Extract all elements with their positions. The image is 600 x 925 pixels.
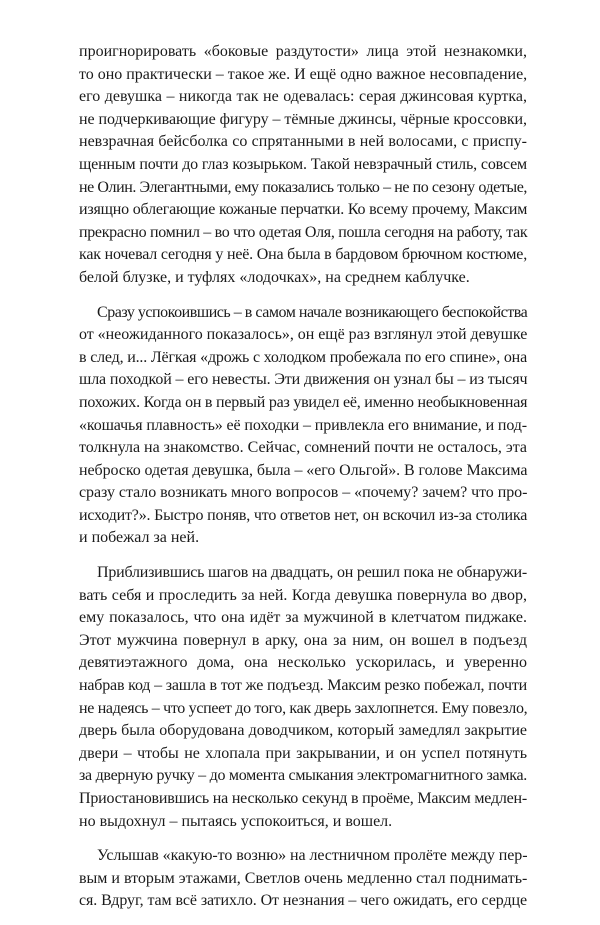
page-text (79, 41, 527, 925)
text-line: не надеясь – что успеет до того, как дверь захлопнется. Ему повезло, (79, 699, 528, 717)
text-line: Приблизившись шагов на двадцать, он решил пока не обнаружи- (97, 564, 527, 582)
text-line: ему показалось, что она идёт за мужчиной в клетчатом пиджаке. (79, 609, 527, 627)
text-line: сразу стало возникать много вопросов – «почему? зачем? что про- (79, 484, 528, 502)
text-line: прекрасно помнил – во что одетая Оля, пошла сегодня на работу, так (79, 223, 528, 241)
text-line: девятиэтажного дома, она несколько ускорилась, и уверенно (79, 654, 527, 672)
text-line: толкнула на знакомство. Сейчас, сомнений почти не осталось, эта (79, 439, 527, 457)
text-line: но выдохнул – пытаясь успокоиться, и вошел. (79, 812, 393, 830)
text-line: «кошачья плавность» её походки – привлекла его внимание, и под- (79, 416, 527, 434)
text-line: то оно практически – такое же. И ещё одно важное несовпадение, (79, 65, 528, 83)
text-line: проигнорировать «боковые раздутости» лица этой незнакомки, (79, 43, 527, 60)
text-line: похожих. Когда он в первый раз увидел её, именно необыкновенная (79, 393, 528, 411)
text-line: набрав код – зашла в тот же подъезд. Максим резко побежал, почти (79, 677, 527, 695)
paragraph-3 (79, 562, 527, 833)
text-line: Услышав «какую-то возню» на лестничном пролёте между пер- (97, 847, 528, 865)
text-line: шла походкой – его невесты. Эти движения он узнал бы – из тысяч (79, 371, 528, 389)
paragraph-4 (79, 845, 527, 913)
text-line: Сразу успокоившись – в самом начале возникающего беспокойства (97, 303, 528, 321)
text-line: в след, и... Лёгкая «дрожь с холодком пробежала по его спине», она (79, 348, 527, 366)
text-line: двери – чтобы не хлопала при закрывании, и он успел потянуть (79, 744, 527, 762)
text-line: неброско одетая девушка, была – «его Ольгой». В голове Максима (79, 461, 528, 479)
text-line: как ночевал сегодня у неё. Она была в бардовом брючном костюме, (79, 246, 527, 264)
text-line: изящно облегающие кожаные перчатки. Ко всему прочему, Максим (79, 201, 528, 219)
text-line: ся. Вдруг, там всё затихло. От незнания – чего ожидать, его сердце (79, 892, 527, 910)
text-line: за дверную ручку – до момента смыкания электромагнитного замка. (79, 767, 527, 785)
text-line: невзрачная бейсболка со спрятанными в ней волосами, с приспу- (79, 133, 527, 151)
paragraph-2 (79, 302, 527, 551)
text-line: не подчеркивающие фигуру – тёмные джинсы, чёрные кроссовки, (79, 110, 527, 128)
text-line: вым и вторым этажами, Светлов очень медленно стал поднимать- (79, 869, 528, 887)
text-line: белой блузке, и туфлях «лодочках», на среднем каблучке. (79, 268, 470, 286)
text-line: Приостановившись на несколько секунд в проёме, Максим медлен- (79, 790, 527, 807)
text-line: дверь была оборудована доводчиком, который замедлял закрытие (79, 722, 527, 740)
text-line: его девушка – никогда так не одевалась: серая джинсовая куртка, (79, 88, 527, 106)
text-line: от «неожиданного показалось», он ещё раз взглянул этой девушке (79, 326, 528, 344)
text-line: и побежал за ней. (79, 529, 200, 547)
text-line: щенным почти до глаз козырьком. Такой невзрачный стиль, совсем (79, 155, 527, 173)
text-line: не Олин. Элегантными, ему показались только – не по сезону одетые, (79, 178, 527, 196)
text-line: вать себя и проследить за ней. Когда девушка повернула во двор, (79, 586, 527, 604)
text-line: Этот мужчина повернул в арку, она за ним, он вошел в подъезд (79, 631, 527, 649)
text-line: исходит?». Быстро поняв, что ответов нет, он вскочил из-за столика (79, 506, 528, 524)
paragraph-1 (79, 41, 527, 290)
